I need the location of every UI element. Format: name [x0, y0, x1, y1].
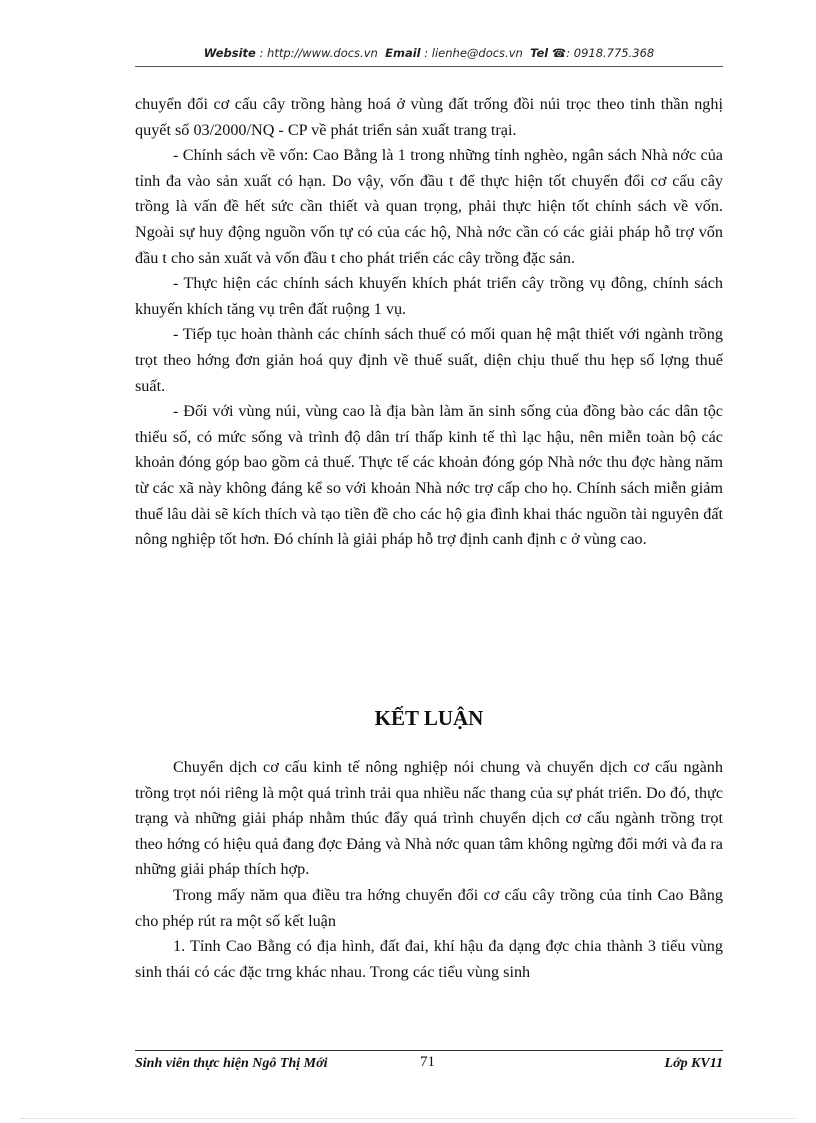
- page-header: [135, 46, 723, 60]
- conclusion-paragraph-3: 1. Tỉnh Cao Bằng có địa hình, đất đai, khí hậu đa dạng đợc chia thành 3 tiểu vùng sinh thái có các đặc trng khác nhau. Trong các tiểu vùng sinh: [135, 937, 723, 981]
- paragraph-1: chuyển đổi cơ cấu cây trồng hàng hoá ở vùng đất trống đồi núi trọc theo tinh thần nghị quyết số 03/2000/NQ - CP về phát triển sản xuất trang trại.: [135, 95, 723, 139]
- paragraph-4: - Tiếp tục hoàn thành các chính sách thuế có mối quan hệ mật thiết với ngành trồng trọt theo hớng đơn giản hoá quy định về thuế suất, diện chịu thuế thu hẹp số lợng thuế suất.: [135, 325, 723, 395]
- tel-value: : 0918.775.368: [566, 46, 655, 60]
- footer-student: Sinh viên thực hiện Ngô Thị Mới: [135, 1056, 328, 1071]
- phone-icon: ☎: [551, 46, 567, 60]
- email-value: : lienhe@docs.vn: [424, 46, 523, 60]
- header-divider: [135, 66, 723, 67]
- footer-divider: [135, 1050, 723, 1051]
- page-number: 71: [420, 1054, 435, 1070]
- website-value: : http://www.docs.vn: [259, 46, 378, 60]
- tel-label: Tel: [530, 46, 549, 60]
- page-bottom-border: [20, 1118, 796, 1119]
- conclusion-heading: KẾT LUẬN: [374, 706, 484, 730]
- footer-class: Lớp KV11: [664, 1056, 723, 1071]
- paragraph-5: - Đối với vùng núi, vùng cao là địa bàn làm ăn sinh sống của đồng bào các dân tộc thiểu số, có mức sống và trình độ dân trí thấp kinh tế thì lạc hậu, nên miễn toàn bộ các khoản đóng góp bao gồm cả thuế. Thực tế các khoản đóng góp Nhà nớc thu đợc hàng năm từ các xã này không đáng kể so với khoản Nhà nớc trợ cấp cho họ. Chính sách miễn giảm thuế lâu dài sẽ kích thích và tạo tiền đề cho các hộ gia đình khai thác nguồn tài nguyên đất nông nghiệp tốt hơn. Đó chính là giải pháp hỗ trợ định canh định c ở vùng cao.: [135, 402, 723, 549]
- email-label: Email: [385, 46, 421, 60]
- conclusion-section: [135, 755, 723, 985]
- conclusion-paragraph-1: Chuyển dịch cơ cấu kinh tế nông nghiệp nói chung và chuyển dịch cơ cấu ngành trồng trọt nói riêng là một quá trình trải qua nhiều nấc thang của sự phát triển. Do đó, thực trạng và những giải pháp nhằm thúc đẩy quá trình chuyển dịch cơ cấu ngành trồng trọt theo hớng có hiệu quả đang đợc Đảng và Nhà nớc quan tâm không ngừng đổi mới và đa ra những giải pháp thích hợp.: [135, 758, 723, 879]
- paragraph-3: - Thực hiện các chính sách khuyến khích phát triển cây trồng vụ đông, chính sách khuyến khích tăng vụ trên đất ruộng 1 vụ.: [135, 274, 723, 318]
- paragraph-2: - Chính sách về vốn: Cao Bằng là 1 trong những tỉnh nghèo, ngân sách Nhà nớc của tỉnh đa vào sản xuất có hạn. Do vậy, vốn đầu t để thực hiện tốt chuyển đổi cơ cấu cây trồng là vấn đề hết sức cần thiết và quan trọng, phải thực hiện tốt chính sách về vốn. Ngoài sự huy động nguồn vốn tự có của các hộ, Nhà nớc cần có các giải pháp hỗ trợ vốn đầu t cho sản xuất và vốn đầu t cho phát triển các cây trồng đặc sản.: [135, 146, 723, 267]
- conclusion-paragraph-2: Trong mấy năm qua điều tra hớng chuyển đổi cơ cấu cây trồng của tỉnh Cao Bằng cho phép rút ra một số kết luận: [135, 885, 723, 930]
- website-label: Website: [203, 46, 256, 60]
- body-section: [135, 92, 723, 553]
